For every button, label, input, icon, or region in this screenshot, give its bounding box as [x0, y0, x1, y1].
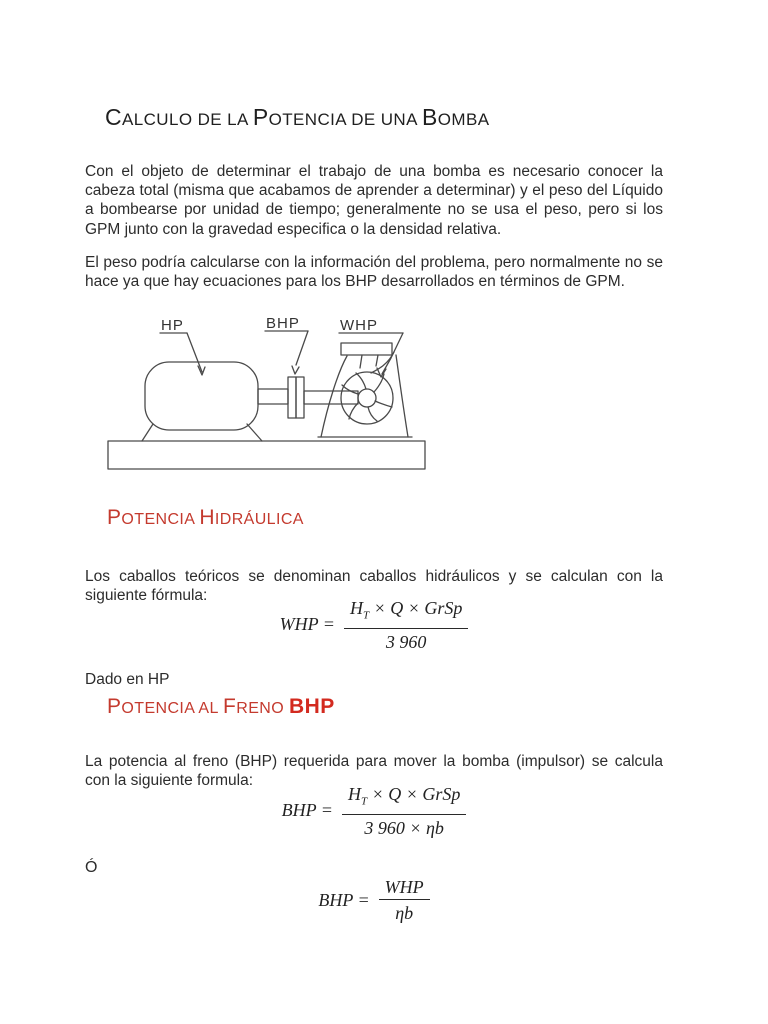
page-title	[105, 106, 489, 132]
formula-whp	[85, 598, 663, 652]
baseplate-shape	[108, 441, 425, 469]
heading-potencia-al-freno	[107, 696, 335, 719]
pump-diagram	[100, 305, 445, 475]
title-initial: B	[422, 104, 438, 130]
heading-smallcaps: RENO	[236, 700, 289, 717]
paragraph-intro-2: El peso podría calcularse con la información del problema, pero normalmente no se hace ya que hay ecuaciones para los BHP desarrollados en términos de GPM.	[85, 253, 663, 290]
pump-flange-shape	[341, 343, 392, 355]
formula-lhs: WHP =	[279, 614, 335, 635]
heading-smallcaps: OTENCIA AL	[121, 700, 224, 717]
arrowhead-icon	[292, 366, 299, 374]
title-smallcaps: OTENCIA DE UNA	[268, 110, 423, 129]
heading-bhp-bold: BHP	[288, 695, 335, 718]
impeller-shape	[341, 372, 393, 424]
fraction: $\frac{\text{WHP}}{\eta b}$	[379, 877, 430, 923]
conjunction-o: Ó	[85, 859, 98, 876]
shaft-shape	[258, 389, 288, 404]
paragraph-intro-1: Con el objeto de determinar el trabajo de una bomba es necesario conocer la cabeza total (misma que acabamos de aprender a determinar) y el peso del Líquido a bombearse por unidad de tiempo; generalmente no se usa el peso, pero si los GPM junto con la gravedad especifica o la densidad relativa.	[85, 162, 663, 238]
heading-initial: P	[107, 695, 122, 718]
pump-casing-shape	[321, 356, 347, 437]
paragraph-bhp-intro: La potencia al freno (BHP) requerida para mover la bomba (impulsor) se calcula con la siguiente formula:	[85, 752, 663, 789]
pump-label: WHP	[340, 317, 378, 334]
motor-label: HP	[161, 317, 184, 334]
coupling-shape	[288, 377, 296, 418]
formula-bhp	[85, 784, 663, 838]
heading-smallcaps: IDRÁULICA	[214, 511, 304, 528]
fraction: $\frac{H_T \times Q \times GrSp}{3 960}$	[344, 598, 468, 652]
fraction: $\frac{H_T \times Q \times GrSp}{3 960 \times \eta b}$	[342, 784, 466, 838]
note-dado-en-hp: Dado en HP	[85, 670, 170, 688]
heading-initial: H	[199, 506, 215, 529]
formula-lhs: BHP =	[318, 889, 370, 910]
title-initial: C	[105, 104, 123, 130]
paragraph-whp-intro: Los caballos teóricos se denominan caballos hidráulicos y se calculan con la siguiente fórmula:	[85, 567, 663, 604]
title-smallcaps: OMBA	[437, 110, 490, 129]
title-initial: P	[252, 104, 269, 130]
heading-initial: F	[223, 695, 237, 718]
formula-lhs: BHP =	[281, 800, 333, 821]
heading-potencia-hidraulica	[107, 507, 304, 530]
coupling-label: BHP	[266, 315, 300, 332]
title-smallcaps: ALCULO DE LA	[122, 110, 253, 129]
heading-initial: P	[107, 506, 122, 529]
heading-smallcaps: OTENCIA	[121, 511, 200, 528]
formula-bhp-alt	[85, 877, 663, 923]
